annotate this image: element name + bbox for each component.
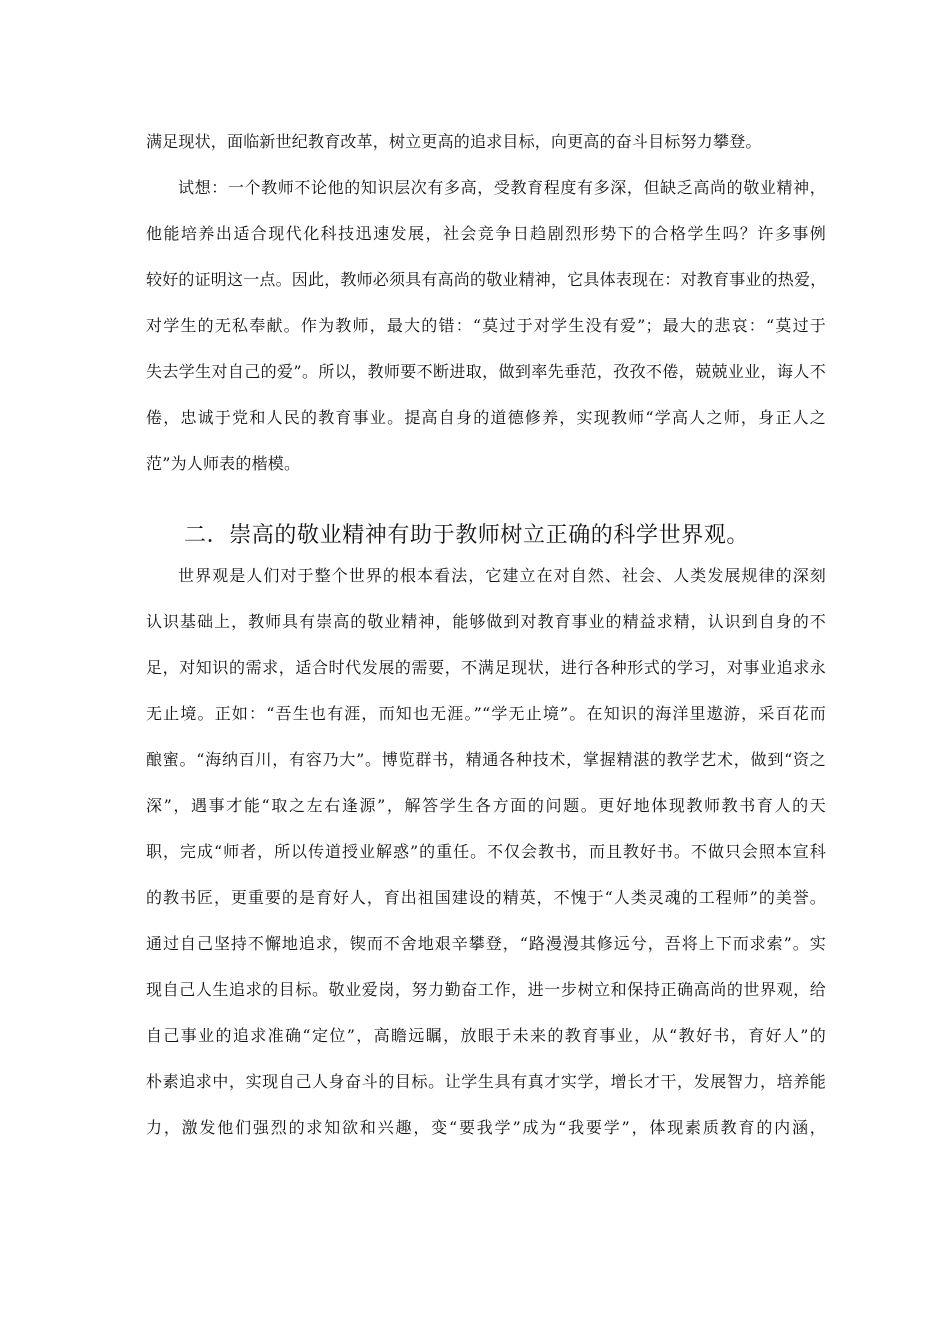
paragraph-2-line-2: 他能培养出适合现代化科技迅速发展，社会竞争日趋剧烈形势下的合格学生吗？许多事例: [146, 224, 826, 243]
paragraph-3-line-3: 足，对知识的需求，适合时代发展的需要，不满足现状，进行各种形式的学习，对事业追求永: [146, 658, 826, 677]
paragraph-3-line-6: 深”，遇事才能“取之左右逢源”，解答学生各方面的问题。更好地体现教师教书育人的天: [146, 796, 826, 815]
paragraph-3-line-11: 自己事业的追求准确“定位”，高瞻远瞩，放眼于未来的教育事业，从“教好书，育好人”的: [146, 1026, 826, 1045]
paragraph-2-line-1: 试想：一个教师不论他的知识层次有多高，受教育程度有多深，但缺乏高尚的敬业精神，: [178, 178, 826, 197]
paragraph-3-line-2: 认识基础上，教师具有崇高的敬业精神，能够做到对教育事业的精益求精，认识到自身的不: [146, 612, 826, 631]
paragraph-3-line-5: 酿蜜。“海纳百川，有容乃大”。博览群书，精通各种技术，掌握精湛的教学艺术，做到“资之: [146, 750, 826, 769]
paragraph-2-line-5: 失去学生对自己的爱”。所以，教师要不断进取，做到率先垂范，孜孜不倦，兢兢业业，诲人不: [146, 362, 826, 381]
paragraph-2-line-4: 对学生的无私奉献。作为教师，最大的错：“莫过于对学生没有爱”；最大的悲哀：“莫过于: [146, 316, 826, 335]
paragraph-3-line-8: 的教书匠，更重要的是育好人，育出祖国建设的精英，不愧于“人类灵魂的工程师”的美誉。: [146, 888, 826, 907]
paragraph-3-line-4: 无止境。正如：“吾生也有涯，而知也无涯。”“学无止境”。在知识的海洋里遨游，采百花而: [146, 704, 826, 723]
paragraph-3-line-13: 力，激发他们强烈的求知欲和兴趣，变“要我学”成为“我要学”，体现素质教育的内涵，: [146, 1118, 826, 1137]
paragraph-3-line-9: 通过自己坚持不懈地追求，锲而不舍地艰辛攀登，“路漫漫其修远兮，吾将上下而求索”。实: [146, 934, 826, 953]
paragraph-3-line-10: 现自己人生追求的目标。敬业爱岗，努力勤奋工作，进一步树立和保持正确高尚的世界观，给: [146, 980, 826, 999]
paragraph-2-line-6: 倦，忠诚于党和人民的教育事业。提高自身的道德修养，实现教师“学高人之师，身正人之: [146, 408, 826, 427]
paragraph-3-line-7: 职，完成“师者，所以传道授业解惑”的重任。不仅会教书，而且教好书。不做只会照本宣科: [146, 842, 826, 861]
paragraph-3-line-1: 世界观是人们对于整个世界的根本看法，它建立在对自然、社会、人类发展规律的深刻: [178, 566, 826, 585]
paragraph-3-line-12: 朴素追求中，实现自己人身奋斗的目标。让学生具有真才实学，增长才干，发展智力，培养能: [146, 1072, 826, 1091]
paragraph-1-line-1: 满足现状，面临新世纪教育改革，树立更高的追求目标，向更高的奋斗目标努力攀登。: [146, 132, 762, 151]
section-heading: 二．崇高的敬业精神有助于教师树立正确的科学世界观。: [184, 523, 750, 548]
paragraph-2-line-7: 范”为人师表的楷模。: [146, 454, 301, 473]
paragraph-2-line-3: 较好的证明这一点。因此，教师必须具有高尚的敬业精神，它具体表现在：对教育事业的热爱，: [146, 270, 826, 289]
